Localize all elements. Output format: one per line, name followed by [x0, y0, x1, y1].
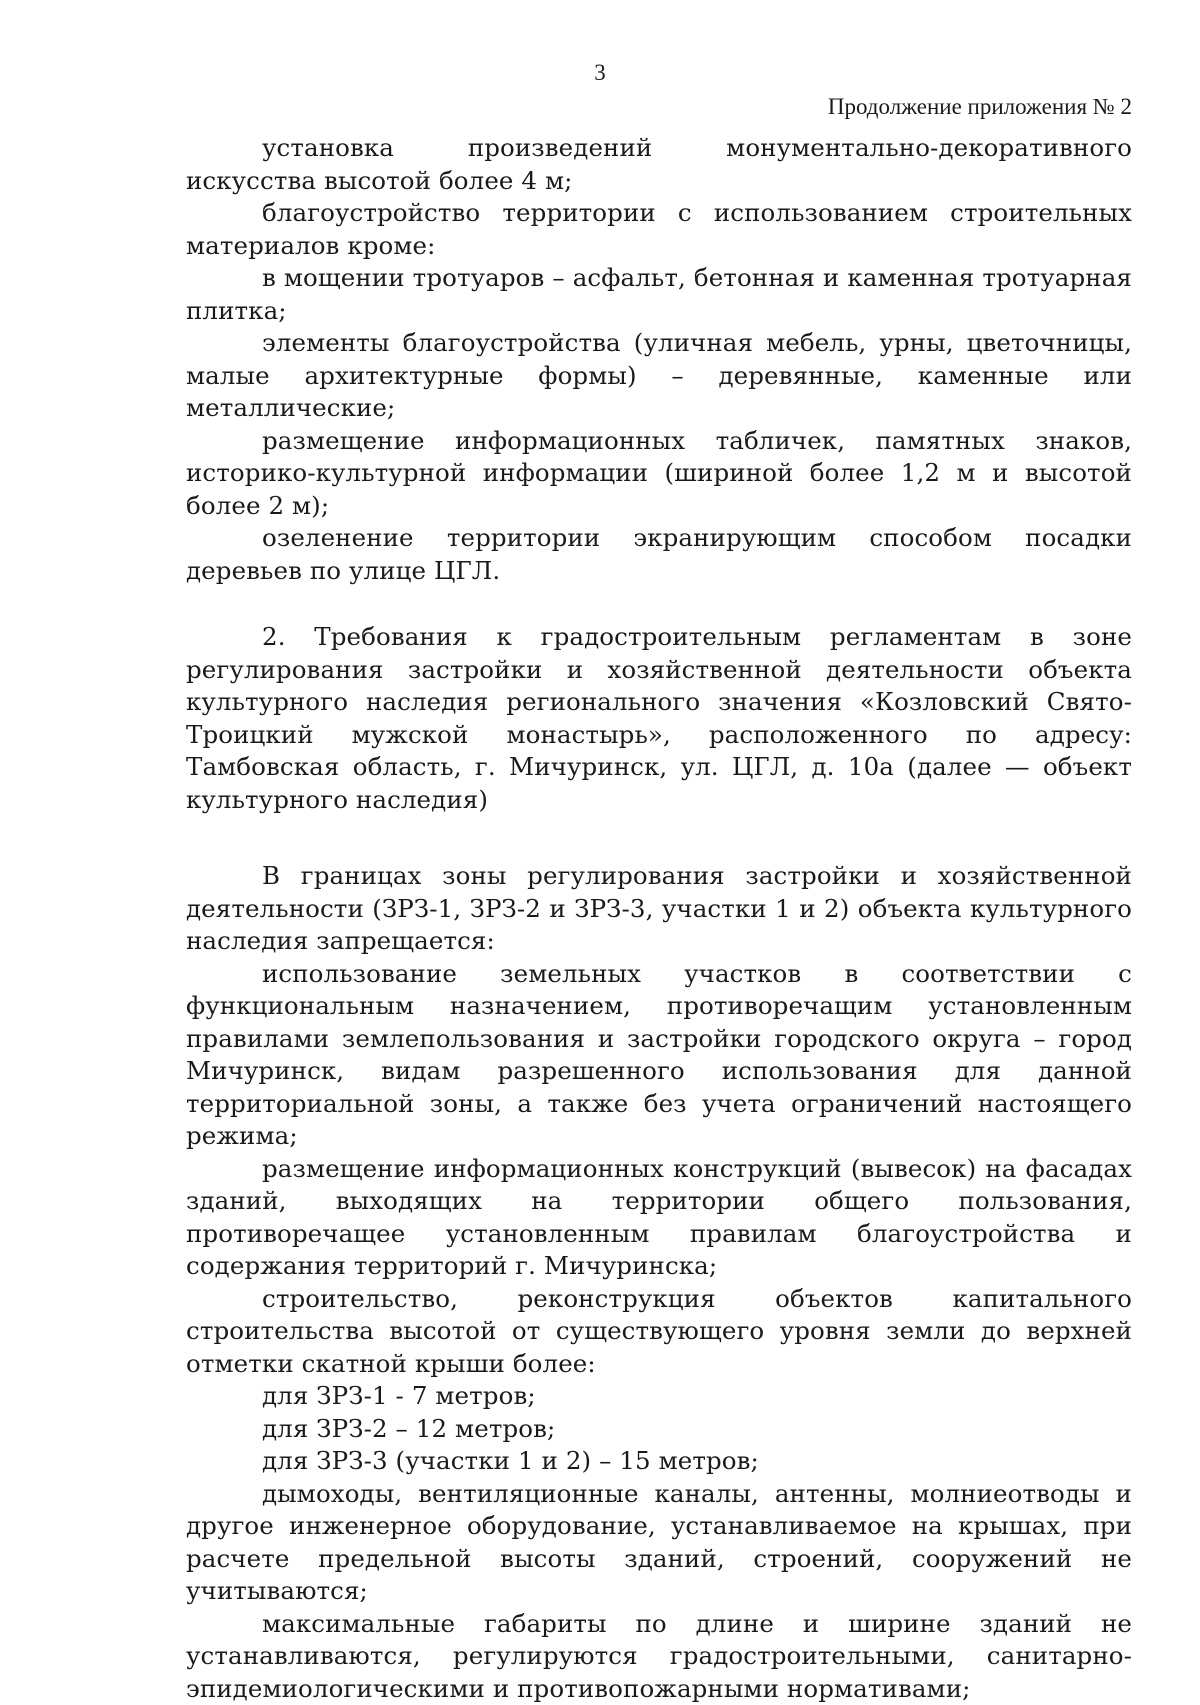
paragraph: дымоходы, вентиляционные каналы, антенны, молниеотводы и другое инженерное оборудование, устанавливаемое на крышах, при расчете предельной высоты зданий, строений, сооружений не учитываются;: [186, 1478, 1132, 1608]
paragraph: размещение информационных табличек, памятных знаков, историко-культурной информации (шириной более 1,2 м и высотой более 2 м);: [186, 425, 1132, 523]
paragraph: озеленение территории экранирующим способом посадки деревьев по улице ЦГЛ.: [186, 522, 1132, 587]
paragraph: в мощении тротуаров – асфальт, бетонная и каменная тротуарная плитка;: [186, 262, 1132, 327]
paragraph: максимальные габариты по длине и ширине зданий не устанавливаются, регулируются градостроительными, санитарно-эпидемиологическими и противопожарными нормативами;: [186, 1608, 1132, 1705]
page-number: 3: [0, 60, 1200, 86]
spacer: [186, 816, 1132, 860]
paragraph: для ЗРЗ-1 - 7 метров;: [186, 1380, 1132, 1413]
paragraph: установка произведений монументально-декоративного искусства высотой более 4 м;: [186, 132, 1132, 197]
section-heading: 2. Требования к градостроительным регламентам в зоне регулирования застройки и хозяйственной деятельности объекта культурного наследия регионального значения «Козловский Свято-Троицкий мужской монастырь», расположенного по адресу: Тамбовская область, г. Мичуринск, ул. ЦГЛ, д. 10а (далее — объект культурного наследия): [186, 621, 1132, 816]
paragraph: использование земельных участков в соответствии с функциональным назначением, противоречащим установленным правилами землепользования и застройки городского округа – город Мичуринск, видам разрешенного использования для данной территориальной зоны, а также без учета ограничений настоящего режима;: [186, 958, 1132, 1153]
paragraph: размещение информационных конструкций (вывесок) на фасадах зданий, выходящих на территории общего пользования, противоречащее установленным правилам благоустройства и содержания территорий г. Мичуринска;: [186, 1153, 1132, 1283]
paragraph: для ЗРЗ-2 – 12 метров;: [186, 1413, 1132, 1446]
paragraph: для ЗРЗ-3 (участки 1 и 2) – 15 метров;: [186, 1445, 1132, 1478]
spacer: [186, 587, 1132, 621]
paragraph: В границах зоны регулирования застройки и хозяйственной деятельности (ЗРЗ-1, ЗРЗ-2 и ЗРЗ-3, участки 1 и 2) объекта культурного наследия запрещается:: [186, 860, 1132, 958]
paragraph: строительство, реконструкция объектов капитального строительства высотой от существующего уровня земли до верхней отметки скатной крыши более:: [186, 1283, 1132, 1381]
document-body: [186, 132, 1132, 1705]
running-header: Продолжение приложения № 2: [828, 94, 1132, 120]
paragraph: элементы благоустройства (уличная мебель, урны, цветочницы, малые архитектурные формы) – деревянные, каменные или металлические;: [186, 327, 1132, 425]
paragraph: благоустройство территории с использованием строительных материалов кроме:: [186, 197, 1132, 262]
